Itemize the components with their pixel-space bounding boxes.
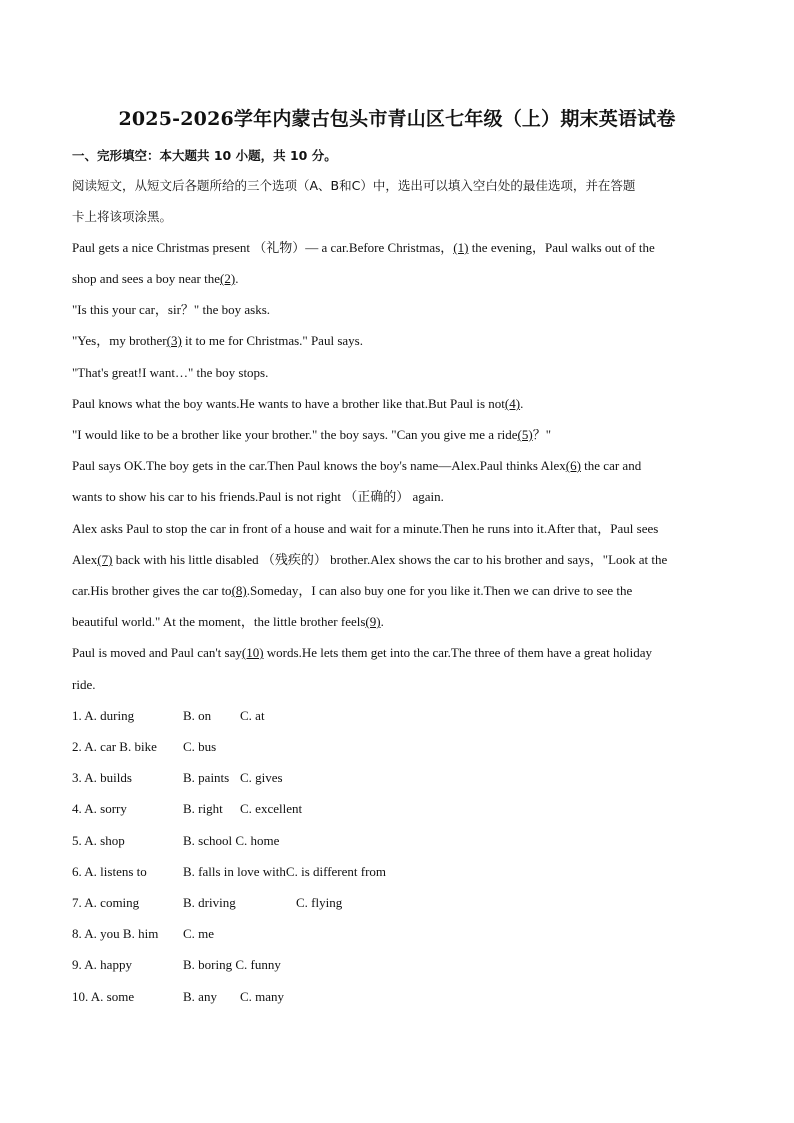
passage-line: [72, 458, 724, 473]
option-b: C. bus: [183, 739, 217, 754]
option-a: 10. A. some: [72, 989, 135, 1004]
passage-text: Paul is moved and Paul can't say: [72, 645, 242, 660]
option-c: C. gives: [240, 770, 283, 785]
option-b: B. paints: [183, 770, 230, 785]
option-a: 1. A. during: [72, 708, 135, 723]
option-c: C. excellent: [240, 801, 303, 816]
option-a: 6. A. listens to: [72, 864, 147, 879]
option-b: B. falls in love withC. is different from: [183, 864, 387, 879]
option-a: 2. A. car B. bike: [72, 739, 157, 754]
option-b: B. any: [183, 989, 217, 1004]
option-c: C. many: [240, 989, 285, 1004]
passage-line: [72, 365, 724, 380]
blank-number: (4): [504, 396, 521, 411]
option-a: 7. A. coming: [72, 895, 140, 910]
passage-line: [72, 240, 724, 255]
option-c: C. at: [240, 708, 265, 723]
passage-text: ride.: [72, 677, 96, 692]
option-a: 3. A. builds: [72, 770, 132, 785]
passage-text: beautiful world." At the moment，the little brother feels: [72, 614, 366, 629]
passage-text: .: [380, 614, 384, 629]
instruction-line-2: 卡上将该项涂黑。: [72, 209, 173, 224]
passage-line: [72, 552, 724, 567]
blank-number: (5): [517, 427, 533, 442]
passage-text: back with his little disabled （残疾的） brother.Alex shows the car to his brother and says，"Look at the: [112, 552, 668, 567]
option-b: B. school C. home: [183, 833, 280, 848]
blank-number: (7): [97, 552, 113, 567]
passage-line: [72, 645, 724, 660]
blank-number: (9): [365, 614, 381, 629]
passage-text: car.His brother gives the car to: [72, 583, 232, 598]
passage-text: Alex: [72, 552, 98, 567]
option-a: 8. A. you B. him: [72, 926, 159, 941]
option-b: B. boring C. funny: [183, 957, 281, 972]
option-b: B. on: [183, 708, 212, 723]
passage-line: [72, 583, 724, 598]
passage-line: [72, 521, 724, 536]
passage-text: Paul knows what the boy wants.He wants to have a brother like that.But Paul is not: [72, 396, 505, 411]
option-b: B. driving: [183, 895, 236, 910]
passage-text: .: [235, 271, 239, 286]
option-a: 9. A. happy: [72, 957, 132, 972]
passage-text: .: [520, 396, 524, 411]
passage-line: [72, 396, 724, 411]
passage-text: Paul says OK.The boy gets in the car.Then Paul knows the boy's name—Alex.Paul thinks Alex: [72, 458, 566, 473]
passage-text: it to me for Christmas." Paul says.: [181, 333, 363, 348]
option-b: C. me: [183, 926, 215, 941]
instruction-line-1: 阅读短文，从短文后各题所给的三个选项（A、B和C）中，选出可以填入空白处的最佳选项，并在答题: [72, 178, 636, 193]
passage-text: "That's great!I want…" the boy stops.: [72, 365, 269, 380]
passage-text: words.He lets them get into the car.The three of them have a great holiday: [263, 645, 652, 660]
passage-line: [72, 677, 724, 692]
passage-text: the car and: [580, 458, 642, 473]
passage-text: Alex asks Paul to stop the car in front of a house and wait for a minute.Then he runs into it.After that，Paul sees: [72, 521, 659, 536]
blank-number: (1): [453, 240, 469, 255]
passage-line: [72, 614, 724, 629]
exam-title: 2025-2026学年内蒙古包头市青山区七年级（上）期末英语试卷: [118, 108, 676, 130]
passage-text: "Yes，my brother: [72, 333, 167, 348]
passage-text: .Someday，I can also buy one for you like it.Then we can drive to see the: [246, 583, 633, 598]
passage-text: Paul gets a nice Christmas present （礼物）— a car.Before Christmas，: [72, 240, 454, 255]
passage-text: the evening，Paul walks out of the: [468, 240, 655, 255]
passage-text: "Is this your car，sir？" the boy asks.: [72, 302, 271, 317]
passage-line: [72, 271, 724, 286]
blank-number: (3): [166, 333, 182, 348]
option-a: 5. A. shop: [72, 833, 125, 848]
section-heading: 一、完形填空：本大题共 10 小题，共 10 分。: [72, 148, 337, 163]
passage-text: ？": [532, 427, 552, 442]
passage-text: shop and sees a boy near the: [72, 271, 221, 286]
passage-line: [72, 489, 724, 504]
passage-line: [72, 333, 724, 348]
blank-number: (6): [565, 458, 581, 473]
passage-text: wants to show his car to his friends.Paul is not right （正确的） again.: [72, 489, 444, 504]
blank-number: (10): [241, 645, 264, 660]
blank-number: (8): [231, 583, 247, 598]
option-b: B. right: [183, 801, 223, 816]
passage-line: [72, 302, 724, 317]
option-c: C. flying: [296, 895, 343, 910]
blank-number: (2): [220, 271, 236, 286]
passage-line: [72, 427, 724, 442]
passage-text: "I would like to be a brother like your brother." the boy says. "Can you give me a ride: [72, 427, 518, 442]
option-a: 4. A. sorry: [72, 801, 127, 816]
